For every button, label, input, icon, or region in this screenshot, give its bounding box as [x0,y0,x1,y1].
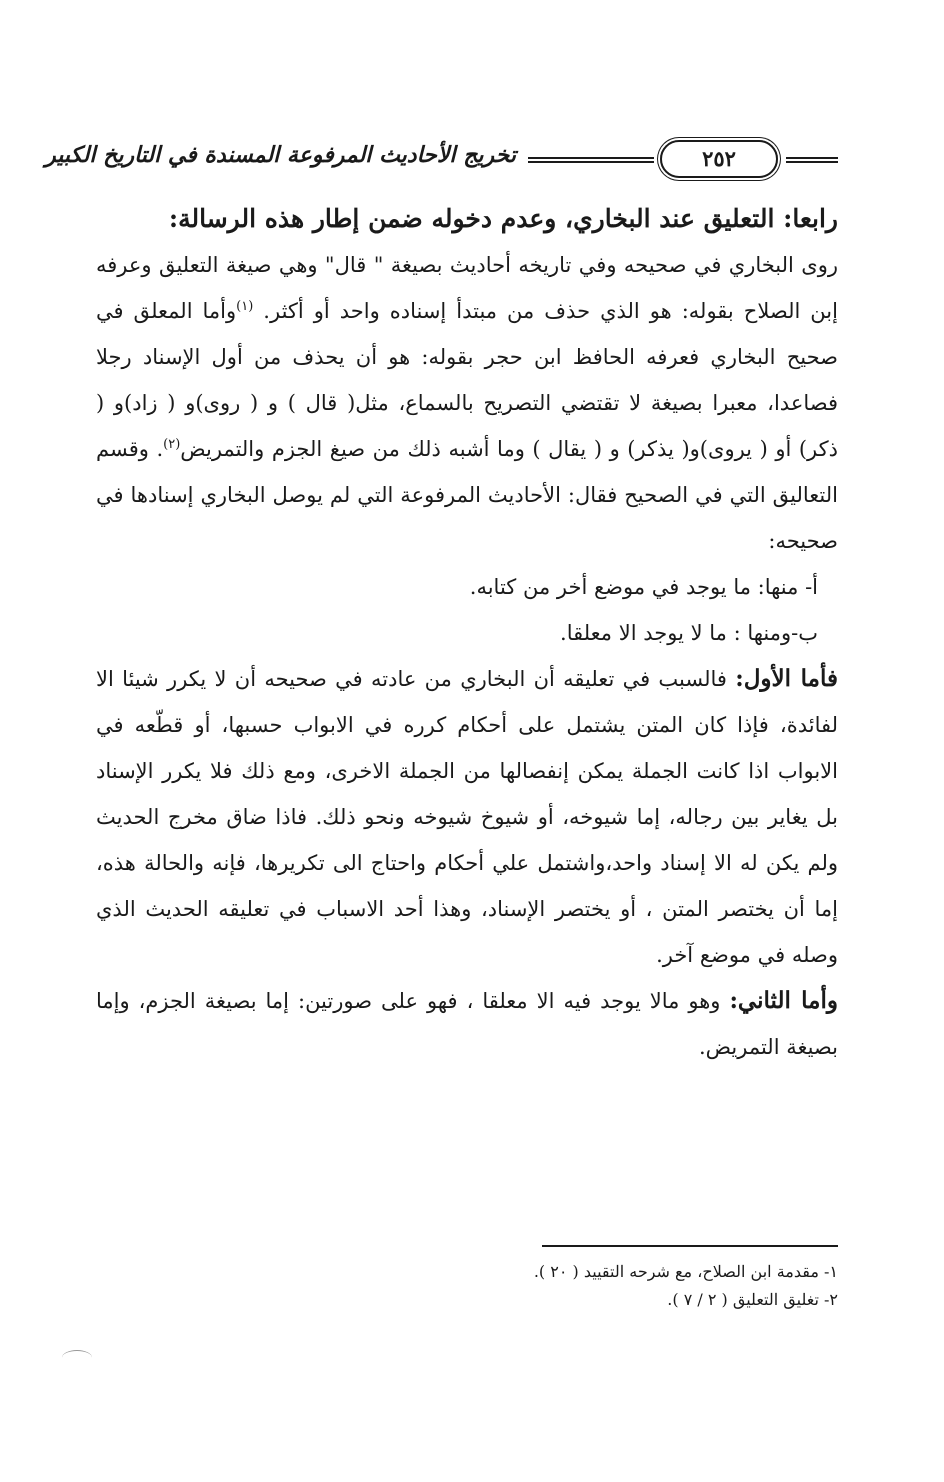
header-rule-right [786,157,838,163]
footnote-ref-2: (٢) [163,437,181,452]
main-text [96,196,838,1070]
para2-lead: فأما الأول: [735,665,839,692]
header-rule-left [528,157,654,163]
footnotes [318,1258,838,1314]
scan-mark [62,1350,92,1365]
footnote-1: ١- مقدمة ابن الصلاح، مع شرحه التقييد ( ٢٠ ). [533,1262,838,1281]
para3-text: وهو مالا يوجد فيه الا معلقا ، فهو على صورتين: إما بصيغة الجزم، وإما بصيغة التمريض. [96,989,838,1059]
page-number: ٢٥٢ [660,140,778,178]
page-header [45,138,838,182]
paragraph-second-type [96,978,838,1070]
footnote-2: ٢- تغليق التعليق ( ٢ / ٧ ). [667,1290,838,1309]
para1-text-a: روى البخاري في صحيحه وفي تاريخه أحاديث بصيغة " قال" وهي صيغة التعليق وعرفه إبن الصلاح بقوله: هو الذي حذف من مبتدأ إسناده واحد أو أكثر. [96,253,838,323]
list-item: ب-ومنها : ما لا يوجد الا معلقا. [560,621,818,645]
section-heading: رابعا: التعليق عند البخاري، وعدم دخوله ضمن إطار هذه الرسالة: [168,204,838,233]
para3-lead: وأما الثاني: [729,987,838,1014]
para2-text: فالسبب في تعليقه أن البخاري من عادته في صحيحه أن لا يكرر شيئا الا لفائدة، فإذا كان المتن يشتمل على أحكام كرره في الابواب حسبها، أو قطّعه في الابواب اذا كانت الجملة يمكن إنفصالها من الجملة الاخرى، ومع ذلك فلا يكرر الإسناد بل يغاير بين رجاله، إما شيوخه، أو شيوخ شيوخه ونحو ذلك. فاذا ضاق مخرج الحديث ولم يكن له الا إسناد واحد،واشتمل علي أحكام واحتاج الى تكريرها، فإنه والحالة هذه، إما أن يختصر المتن ، أو يختصر الإسناد، وهذا أحد الاسباب في تعليقه الحديث الذي وصله في موضع آخر. [96,667,838,967]
footnote-ref-1: (١) [236,299,254,314]
paragraph-definition [96,242,838,564]
footnote-divider [542,1245,838,1247]
para1-text-c: . وقسم التعاليق التي في الصحيح فقال: الأحاديث المرفوعة التي لم يوصل البخاري إسنادها في صحيحه: [96,437,838,553]
list-item: أ- منها: ما يوجد في موضع أخر من كتابه. [469,575,818,599]
running-title: تخريج الأحاديث المرفوعة المسندة في التاريخ الكبير [45,142,516,168]
para1-text-b: وأما المعلق في صحيح البخاري فعرفه الحافظ ابن حجر بقوله: هو أن يحذف من أول الإسناد رجلا فصاعدا، معبرا بصيغة لا تقتضي التصريح بالسماع، مثل( قال ) و ( روى)و ( زاد)و ( ذكر) أو ( يروى)و( يذكر) و ( يقال ) وما أشبه ذلك من صيغ الجزم والتمريض [96,299,838,461]
paragraph-first-type [96,656,838,978]
